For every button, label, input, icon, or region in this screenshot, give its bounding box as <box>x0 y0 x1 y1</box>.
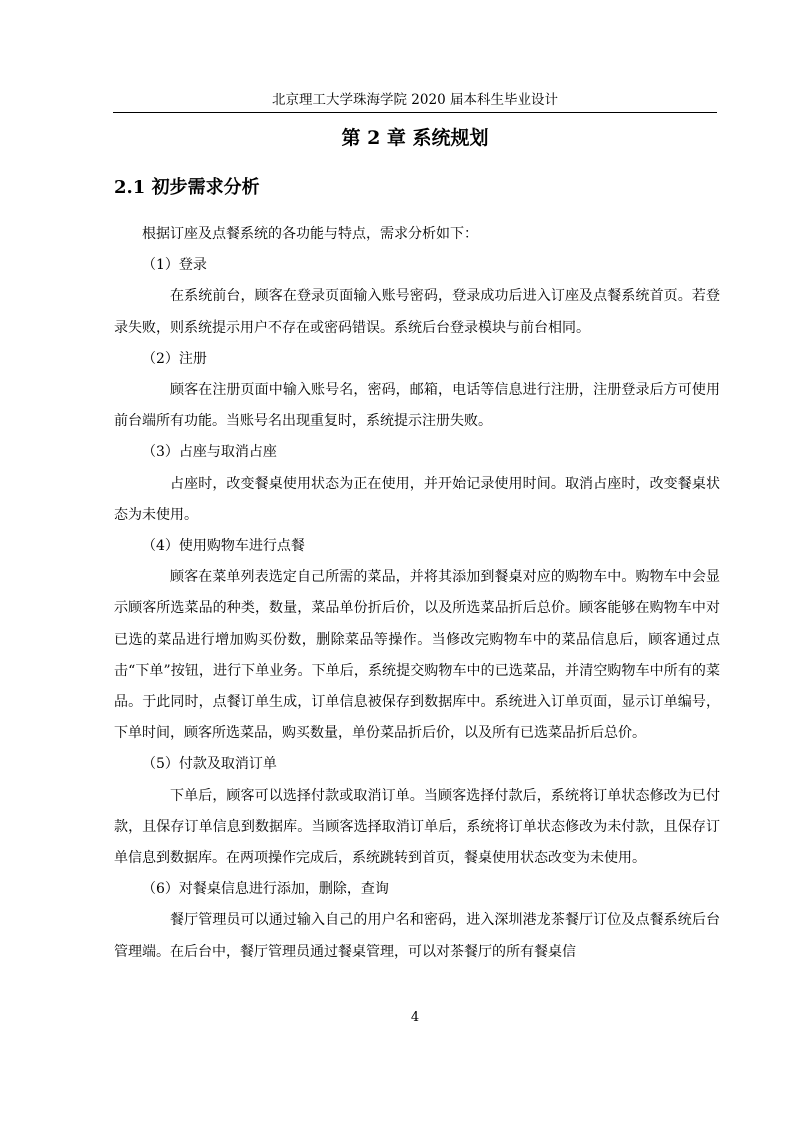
item-heading: （2）注册 <box>142 350 207 367</box>
body-text <box>114 219 720 968</box>
item-paragraph: 占座时，改变餐桌使用状态为正在使用，并开始记录使用时间。取消占座时，改变餐桌状态为未使用。 <box>114 475 720 523</box>
item-heading: （4）使用购物车进行点餐 <box>142 538 305 555</box>
running-header: 北京理工大学珠海学院 2020 届本科生毕业设计 <box>113 88 717 113</box>
item-paragraph: 在系统前台，顾客在登录页面输入账号密码，登录成功后进入订座及点餐系统首页。若登录失败，则系统提示用户不存在或密码错误。系统后台登录模块与前台相同。 <box>114 288 720 336</box>
section-title: 2.1 初步需求分析 <box>114 177 260 198</box>
page-number: 4 <box>410 1010 420 1025</box>
item-paragraph: 顾客在菜单列表选定自己所需的菜品，并将其添加到餐桌对应的购物车中。购物车中会显示顾客所选菜品的种类，数量，菜品单份折后价，以及所选菜品折后总价。顾客能够在购物车中对已选的菜品进行增加购买份数，删除菜品等操作。当修改完购物车中的菜品信息后，顾客通过点击“下单”按钮，进行下单业务。下单后，系统提交购物车中的已选菜品，并清空购物车中所有的菜品。于此同时，点餐订单生成，订单信息被保存到数据库中。系统进入订单页面，显示订单编号，下单时间，顾客所选菜品，购买数量，单份菜品折后价，以及所有已选菜品折后总价。 <box>114 569 720 742</box>
item-heading: （3）占座与取消占座 <box>142 444 277 461</box>
intro-paragraph: 根据订座及点餐系统的各功能与特点，需求分析如下： <box>142 226 478 242</box>
item-heading: （6）对餐桌信息进行添加，删除，查询 <box>142 881 389 898</box>
chapter-title: 第 2 章 系统规划 <box>341 127 489 149</box>
item-heading: （5）付款及取消订单 <box>142 756 277 773</box>
item-paragraph: 餐厅管理员可以通过输入自己的用户名和密码，进入深圳港龙茶餐厅订位及点餐系统后台管理端。在后台中，餐厅管理员通过餐桌管理，可以对茶餐厅的所有餐桌信 <box>114 912 720 960</box>
item-paragraph: 下单后，顾客可以选择付款或取消订单。当顾客选择付款后，系统将订单状态修改为已付款，且保存订单信息到数据库。当顾客选择取消订单后，系统将订单状态修改为未付款，且保存订单信息到数据库。在两项操作完成后，系统跳转到首页，餐桌使用状态改变为未使用。 <box>114 787 720 867</box>
item-paragraph: 顾客在注册页面中输入账号名，密码，邮箱，电话等信息进行注册，注册登录后方可使用前台端所有功能。当账号名出现重复时，系统提示注册失败。 <box>114 382 720 430</box>
item-heading: （1）登录 <box>142 257 207 274</box>
